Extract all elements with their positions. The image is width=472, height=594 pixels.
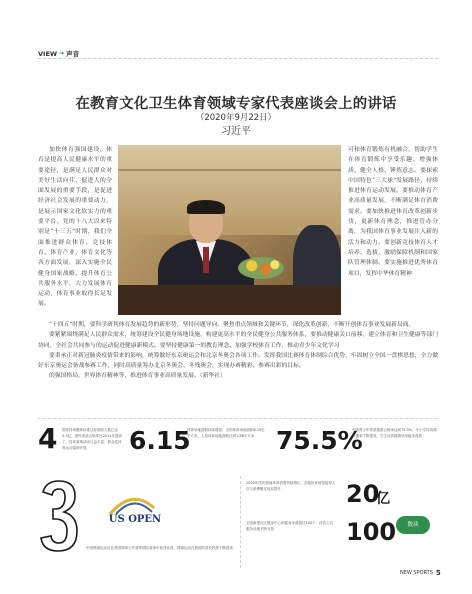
article-paragraph: 要紧紧围绕满足人民群众需求，统筹建设全民健身场地设施，构建更高水平的全民健身公共服务体系。要推动健康关口前移，建立体育和卫生健康等部门协同、全社会共同参与的运动促进健康新模式。要坚持健康第一的教育理念，加强学校体育工作，推动青少年文化学习 <box>38 332 438 349</box>
stats-divider <box>38 418 438 419</box>
photo-wall-trim <box>118 169 341 171</box>
article-author: 习近平 <box>221 126 251 137</box>
article-paragraph: 的强国格局，世界体育精神等，推进体育事业高质量发展。（新华社） <box>49 373 226 380</box>
section-sublabel: 声音 <box>66 50 80 58</box>
stat-caption: 全国新建社区健身中心和健身步道超过100个，体育公共服务设施不断完善 <box>246 521 334 531</box>
stat-value: 6.15 <box>129 426 191 455</box>
stat-value: 4 <box>38 422 58 455</box>
article-title: 在教育文化卫生体育领域专家代表座谈会上的讲话 <box>75 96 397 112</box>
article-paragraph: 加快体育强国建设，体育是提高人民健康水平的重要途径，是满足人民群众对美好生活向往、促进人的全面发展的重要手段，是促进经济社会发展的重要动力，是展示国家文化软实力的重要平台。党的十八大以来特别是“十三五”时期，我们全面推进群众体育、竞技体育、体育产业、体育文化等各方面发展，深入实施全民健身国家战略，提升体育公共服务水平，大力发展体育运动，体育事业取得长足发展。 <box>38 147 112 308</box>
speaker-tie <box>203 247 209 273</box>
section-label: VIEW <box>38 49 58 58</box>
article-photo <box>118 145 341 315</box>
stat-unit: 亿 <box>376 491 390 507</box>
stat-caption: 体育场地面积持续增加，全国体育场地面积6.15亿平方米，人均体育场地面积达到1.86平方米 <box>187 428 265 438</box>
photo-table <box>118 285 341 315</box>
article-paragraph: 要秉承正对新冠肺炎疫情带来的影响，统筹做好东京奥运会和北京冬奥会各项工作。发挥我国比赛体育体制综合优势，牢固树立全国一盘棋思想，全力做好东京奥运会备战参赛工作，同时高质量筹办北京冬奥会、冬残奥会，实现办赛精彩、参赛出彩的目标。 <box>38 352 438 370</box>
stat-caption: 国家体育锻炼标准达标测试人数已达4.3亿，国民体质合格率比2014年提高了，体育赛事活动日益丰富，群众性体育运动蓬勃开展 <box>62 428 122 450</box>
section-header <box>38 49 79 58</box>
data-read-badge: 数读 <box>396 516 430 534</box>
article-right-column <box>348 145 438 279</box>
speaker-hair <box>187 200 225 214</box>
article-paragraph: “十四五”时期，要科学研判体育发展趋势的新形势，坚持问题导向，聚焦重点领域和关键环节，深化改革创新，不断开创体育事业发展新局面。 <box>49 322 415 328</box>
article-date: （2020年9月22日） <box>195 113 277 123</box>
stat-value-outline-three <box>38 478 80 554</box>
article-bottom-text <box>38 320 438 382</box>
article-left-column <box>38 145 112 310</box>
page-footer <box>400 569 441 577</box>
us-open-logo-text: US OPEN <box>108 514 162 525</box>
photo-flowers <box>238 257 284 279</box>
magazine-name: NEW SPORTS <box>400 570 433 576</box>
stat-caption: 中国青少年体质健康合格率达到75.5%，中小学体育课开课率不断提高，学生体质健康状况稳步改善 <box>352 428 437 438</box>
article-paragraph: 可和体育锻炼有机融合，帮助学生在体育锻炼中享受乐趣、增强体质、健全人格、锤炼意志。要探索中国特色“三大球”发展路径，持续推进体育运动发展。要推动体育产业高质量发展，不断满足体育消费需求。要加快推进体育改革创新步伐，更新体育理念，推进管办分离，为我国体育事业发展注入新的活力和动力。要创新竞技体育人才培养、选拔、激励保障机制和国家队管理体制。要实施推进优秀体育项目，发挥中华体育精神 <box>348 147 438 277</box>
arrow-icon: ➜ <box>59 50 65 57</box>
stat-value: 20 <box>346 480 380 508</box>
stat-caption: 2020年国庆期间体育消费持续增长，各地体育场馆接待人次与消费额实现双提升 <box>246 481 336 491</box>
stat-value: 75.5% <box>276 426 363 455</box>
stat-value: 100 <box>346 518 397 546</box>
stats-vertical-divider <box>240 476 241 568</box>
header-divider <box>38 58 438 59</box>
page-number: 5 <box>435 569 441 577</box>
stat-caption: 中国网球运动员在美国网球公开赛等国际赛事中取得佳绩，网球运动在我国的普及程度不断提高 <box>86 546 233 550</box>
